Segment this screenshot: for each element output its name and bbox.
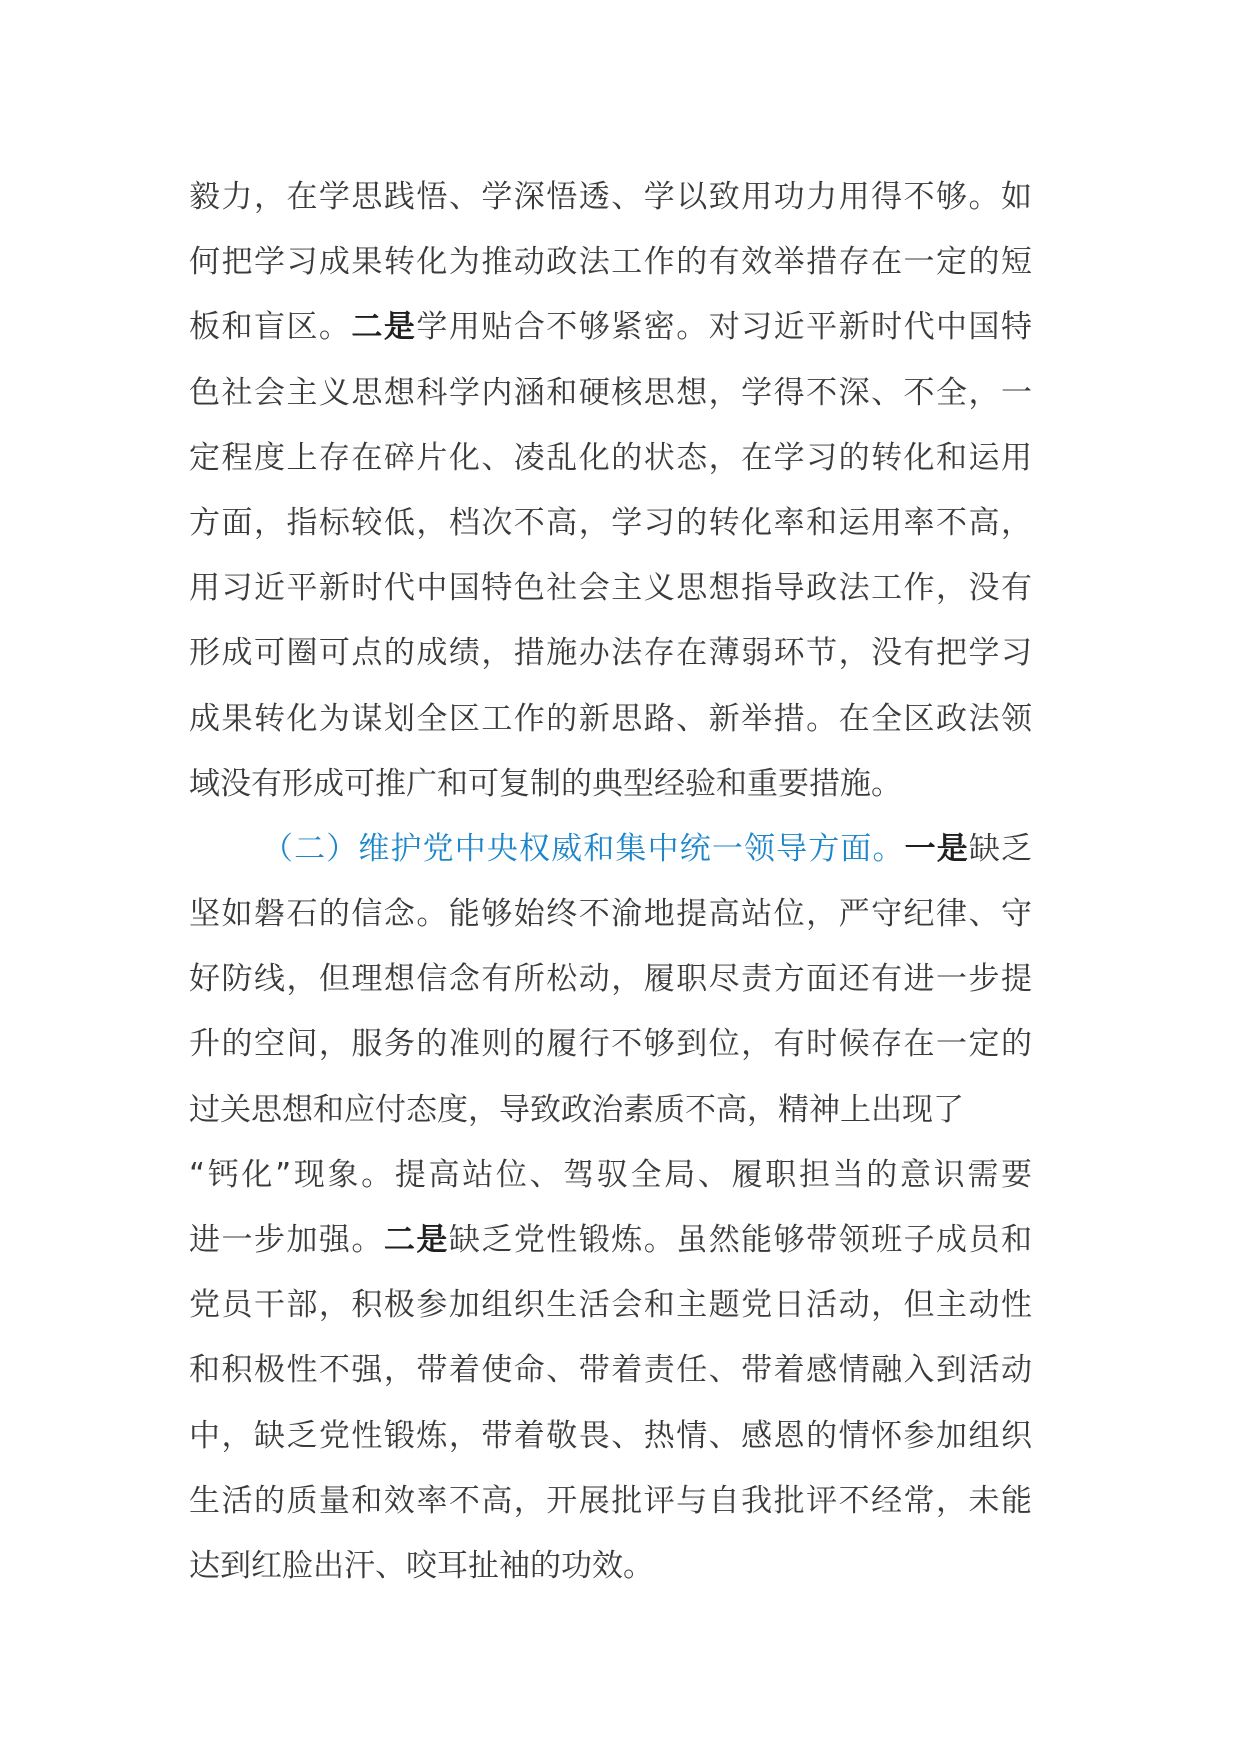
text-line [189,556,1032,621]
line-text: 和积极性不强，带着使命、带着责任、带着感情融入到活动 [189,1352,1032,1389]
text-line [189,621,1032,686]
text-line [189,1469,1032,1534]
line-text: 中，缺乏党性锻炼，带着敬畏、热情、感恩的情怀参加组织 [189,1417,1032,1454]
line-text: 进一步加强。 [189,1222,384,1258]
text-line [189,491,1032,556]
section-heading-line [189,817,1032,882]
text-line [189,1012,1032,1077]
line-text: 形成可圈可点的成绩，措施办法存在薄弱环节，没有把学习 [189,635,1032,672]
text-line [189,687,1032,752]
line-text: 色社会主义思想科学内涵和硬核思想，学得不深、不全，一 [189,374,1032,411]
text-line [189,165,1032,230]
line-text: 方面，指标较低，档次不高，学习的转化率和运用率不高， [189,504,1032,541]
text-line [189,882,1032,947]
text-line [189,1338,1032,1403]
text-line [189,426,1032,491]
line-text: 学用贴合不够紧密。对习近平新时代中国特 [416,309,1032,346]
line-text: 党员干部，积极参加组织生活会和主题党日活动，但主动性 [189,1287,1032,1324]
text-line [189,1404,1032,1469]
line-text: 过关思想和应付态度，导致政治素质不高，精神上出现了 [189,1091,964,1128]
line-text: 定程度上存在碎片化、凌乱化的状态，在学习的转化和运用 [189,439,1032,476]
line-text: 毅力，在学思践悟、学深悟透、学以致用功力用得不够。如 [189,179,1032,215]
line-text: 生活的质量和效率不高，开展批评与自我批评不经常，未能 [189,1482,1032,1519]
line-text: 好防线，但理想信念有所松动，履职尽责方面还有进一步提 [189,961,1032,998]
line-text: 何把学习成果转化为推动政法工作的有效举措存在一定的短 [189,244,1032,281]
text-line [189,1534,1032,1599]
point-marker-text: 一是 [904,830,969,867]
text-line [189,295,1032,360]
line-text: 缺乏 [968,830,1032,867]
line-text: “钙化”现象。提高站位、驾驭全局、履职担当的意识需要 [189,1156,1032,1193]
line-text: 用习近平新时代中国特色社会主义思想指导政法工作，没有 [189,570,1032,607]
text-line [189,947,1032,1012]
text-line [189,1208,1032,1273]
text-line [189,1273,1032,1338]
line-text: 成果转化为谋划全区工作的新思路、新举措。在全区政法领 [189,700,1032,737]
text-line [189,752,1032,817]
text-line [189,1078,1032,1143]
line-text: 达到红脸出汗、咬耳扯袖的功效。 [189,1547,654,1584]
text-line [189,361,1032,426]
text-line [189,1143,1032,1208]
text-line [189,230,1032,295]
line-text: 缺乏党性锻炼。虽然能够带领班子成员和 [448,1222,1032,1258]
line-text: 升的空间，服务的准则的履行不够到位，有时候存在一定的 [189,1026,1032,1063]
section-heading: （二）维护党中央权威和集中统一领导方面。 [262,830,905,867]
point-marker-text: 二是 [383,1222,449,1258]
line-text: 坚如磐石的信念。能够始终不渝地提高站位，严守纪律、守 [189,896,1032,933]
document-body [189,165,1032,1599]
point-marker-text: 二是 [351,309,417,346]
line-text: 板和盲区。 [189,309,352,346]
line-text: 域没有形成可推广和可复制的典型经验和重要措施。 [189,765,902,802]
